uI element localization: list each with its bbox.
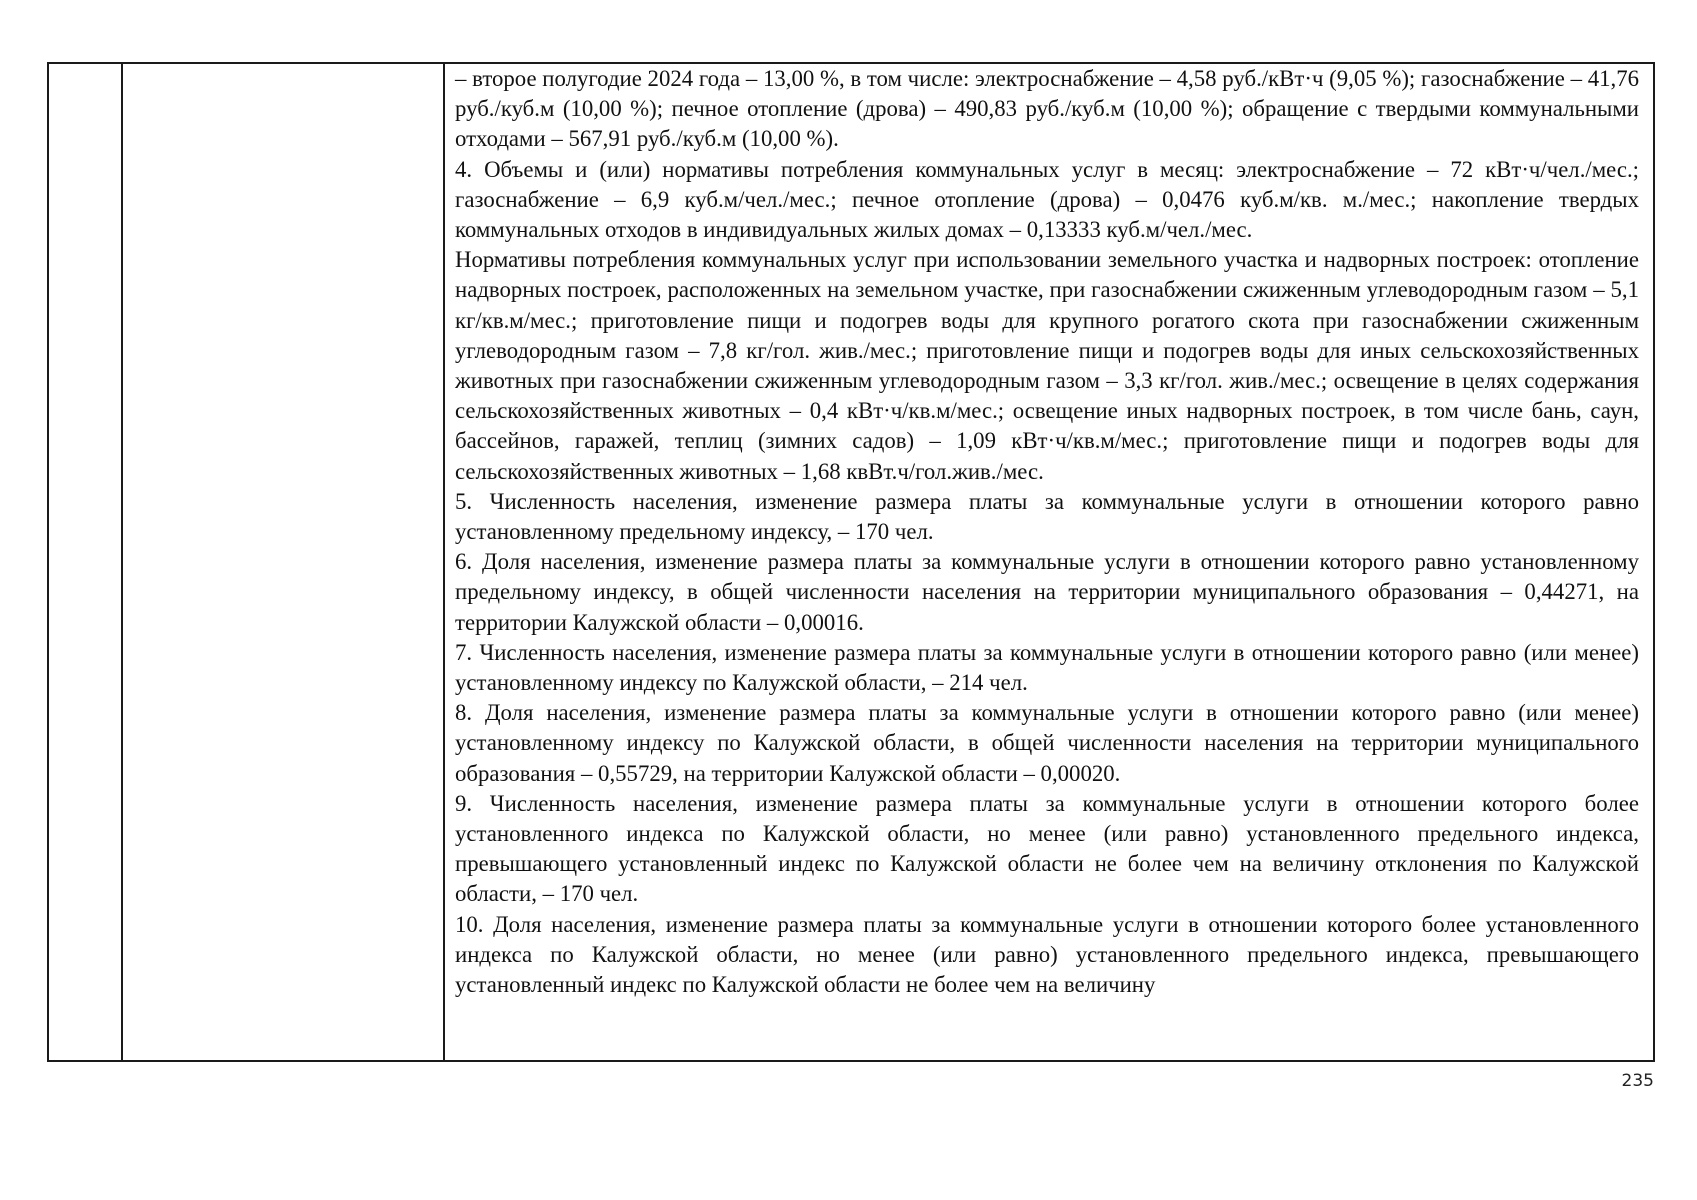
document-table bbox=[47, 62, 1655, 1062]
paragraph-land-plot-norms: Нормативы потребления коммунальных услуг при использовании земельного участка и надворных построек: отопление надворных построек, расположенных на земельном участке, при газоснабжении сжиженным углеводородным газом – 5,1 кг/кв.м/мес.; приготовление пищи и подогрев воды для крупного рогатого скота при газоснабжении сжиженным углеводородным газом – 7,8 кг/гол. жив./мес.; приготовление пищи и подогрев воды для иных сельскохозяйственных животных при газоснабжении сжиженным углеводородным газом – 3,3 кг/гол. жив./мес.; освещение в целях содержания сельскохозяйственных животных – 0,4 кВт·ч/кв.м/мес.; освещение иных надворных построек, в том числе бань, саун, бассейнов, гаражей, теплиц (зимних садов) – 1,09 кВт·ч/кв.м/мес.; приготовление пищи и подогрев воды для сельскохозяйственных животных – 1,68 квВт.ч/гол.жив./мес. bbox=[455, 247, 1639, 484]
paragraph-item-5: 5. Численность населения, изменение размера платы за коммунальные услуги в отношении которого равно установленному предельному индексу, – 170 чел. bbox=[455, 488, 1639, 545]
paragraph-item-8: 8. Доля населения, изменение размера платы за коммунальные услуги в отношении которого равно (или менее) установленному индексу по Калужской области, в общей численности населения на территории муниципального образования – 0,55729, на территории Калужской области – 0,00020. bbox=[455, 700, 1639, 786]
paragraph-item-9: 9. Численность населения, изменение размера платы за коммунальные услуги в отношении которого более установленного индекса по Калужской области, но менее (или равно) установленного предельного индекса, превышающего установленный индекс по Калужской области не более чем на величину отклонения по Калужской области, – 170 чел. bbox=[455, 790, 1639, 907]
paragraph-item-10: 10. Доля населения, изменение размера платы за коммунальные услуги в отношении которого более установленного индекса по Калужской области, но менее (или равно) установленного предельного индекса, превышающего установленный индекс по Калужской области не более чем на величину bbox=[455, 911, 1639, 998]
paragraph-item-4-consumption-norms: 4. Объемы и (или) нормативы потребления коммунальных услуг в месяц: электроснабжение – 72 кВт·ч/чел./мес.; газоснабжение – 6,9 куб.м/чел./мес.; печное отопление (дрова) – 0,0476 куб.м/кв. м./мес.; накопление твердых коммунальных отходов в индивидуальных жилых домах – 0,13333 куб.м/чел./мес. bbox=[455, 156, 1639, 243]
paragraph-item-6: 6. Доля населения, изменение размера платы за коммунальные услуги в отношении которого равно установленному предельному индексу, в общей численности населения на территории муниципального образования – 0,44271, на территории Калужской области – 0,00016. bbox=[455, 549, 1639, 635]
paragraph-tariff-second-half-2024: – второе полугодие 2024 года – 13,00 %, в том числе: электроснабжение – 4,58 руб./кВт·ч (9,05 %); газоснабжение – 41,76 руб./куб.м (10,00 %); печное отопление (дрова) – 490,83 руб./куб.м (10,00 %); обращение с твердыми коммунальными отходами – 567,91 руб./куб.м (10,00 %). bbox=[455, 66, 1639, 152]
paragraph-item-7: 7. Численность населения, изменение размера платы за коммунальные услуги в отношении которого равно (или менее) установленному индексу по Калужской области, – 214 чел. bbox=[455, 639, 1639, 696]
table-column-content bbox=[445, 64, 1653, 1060]
table-column-name bbox=[123, 64, 445, 1060]
page-number: 235 bbox=[1621, 1071, 1654, 1091]
table-column-number bbox=[49, 64, 123, 1060]
